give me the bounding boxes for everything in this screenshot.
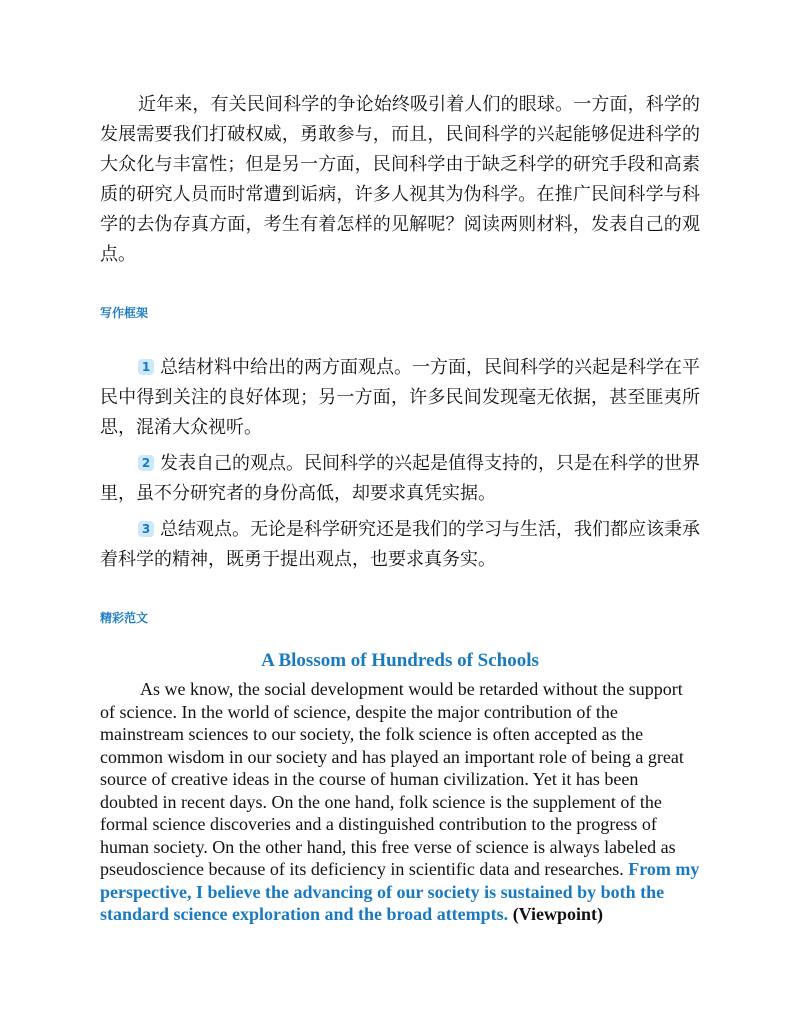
essay-viewpoint-highlight: From my perspective, I believe the advancing of our society is sustained by both the standard science exploration and the broad attempts. [100,859,700,924]
document-page [100,90,700,926]
framework-step [100,449,700,509]
framework-step [100,353,700,443]
step-text: 发表自己的观点。民间科学的兴起是值得支持的，只是在科学的世界里，虽不分研究者的身份高低，却要求真凭实据。 [100,453,700,504]
essay-title: A Blossom of Hundreds of Schools [261,650,539,671]
step-number-badge: 1 [138,359,154,375]
step-text: 总结材料中给出的两方面观点。一方面，民间科学的兴起是科学在平民中得到关注的良好体现；另一方面，许多民间发现毫无依据，甚至匪夷所思，混淆大众视听。 [100,357,700,438]
viewpoint-tag: (Viewpoint) [508,904,604,924]
intro-paragraph: 近年来，有关民间科学的争论始终吸引着人们的眼球。一方面，科学的发展需要我们打破权威，勇敢参与，而且，民间科学的兴起能够促进科学的大众化与丰富性；但是另一方面，民间科学由于缺乏科学的研究手段和高素质的研究人员而时常遭到诟病，许多人视其为伪科学。在推广民间科学与科学的去伪存真方面，考生有着怎样的见解呢？阅读两则材料，发表自己的观点。 [100,94,700,265]
framework-steps [100,353,700,575]
essay-paragraph [100,678,700,926]
framework-heading: 写作框架 [100,306,149,320]
step-number-badge: 3 [138,521,154,537]
essay-body: As we know, the social development would be retarded without the support of science. In the world of science, despite the major contribution of the mainstream sciences to our society, the folk science is often accepted as the common wisdom in our society and has played an important role of being a great source of creative ideas in the course of human civilization. Yet it has been doubted in recent days. On the one hand, folk science is the supplement of the formal science discoveries and a distinguished contribution to the progress of human society. On the other hand, this free verse of science is always labeled as pseudoscience because of its deficiency in scientific data and researches. [100,679,684,879]
framework-step [100,515,700,575]
step-number-badge: 2 [138,455,154,471]
sample-heading: 精彩范文 [100,611,149,625]
step-text: 总结观点。无论是科学研究还是我们的学习与生活，我们都应该秉承着科学的精神，既勇于提出观点，也要求真务实。 [100,519,700,570]
